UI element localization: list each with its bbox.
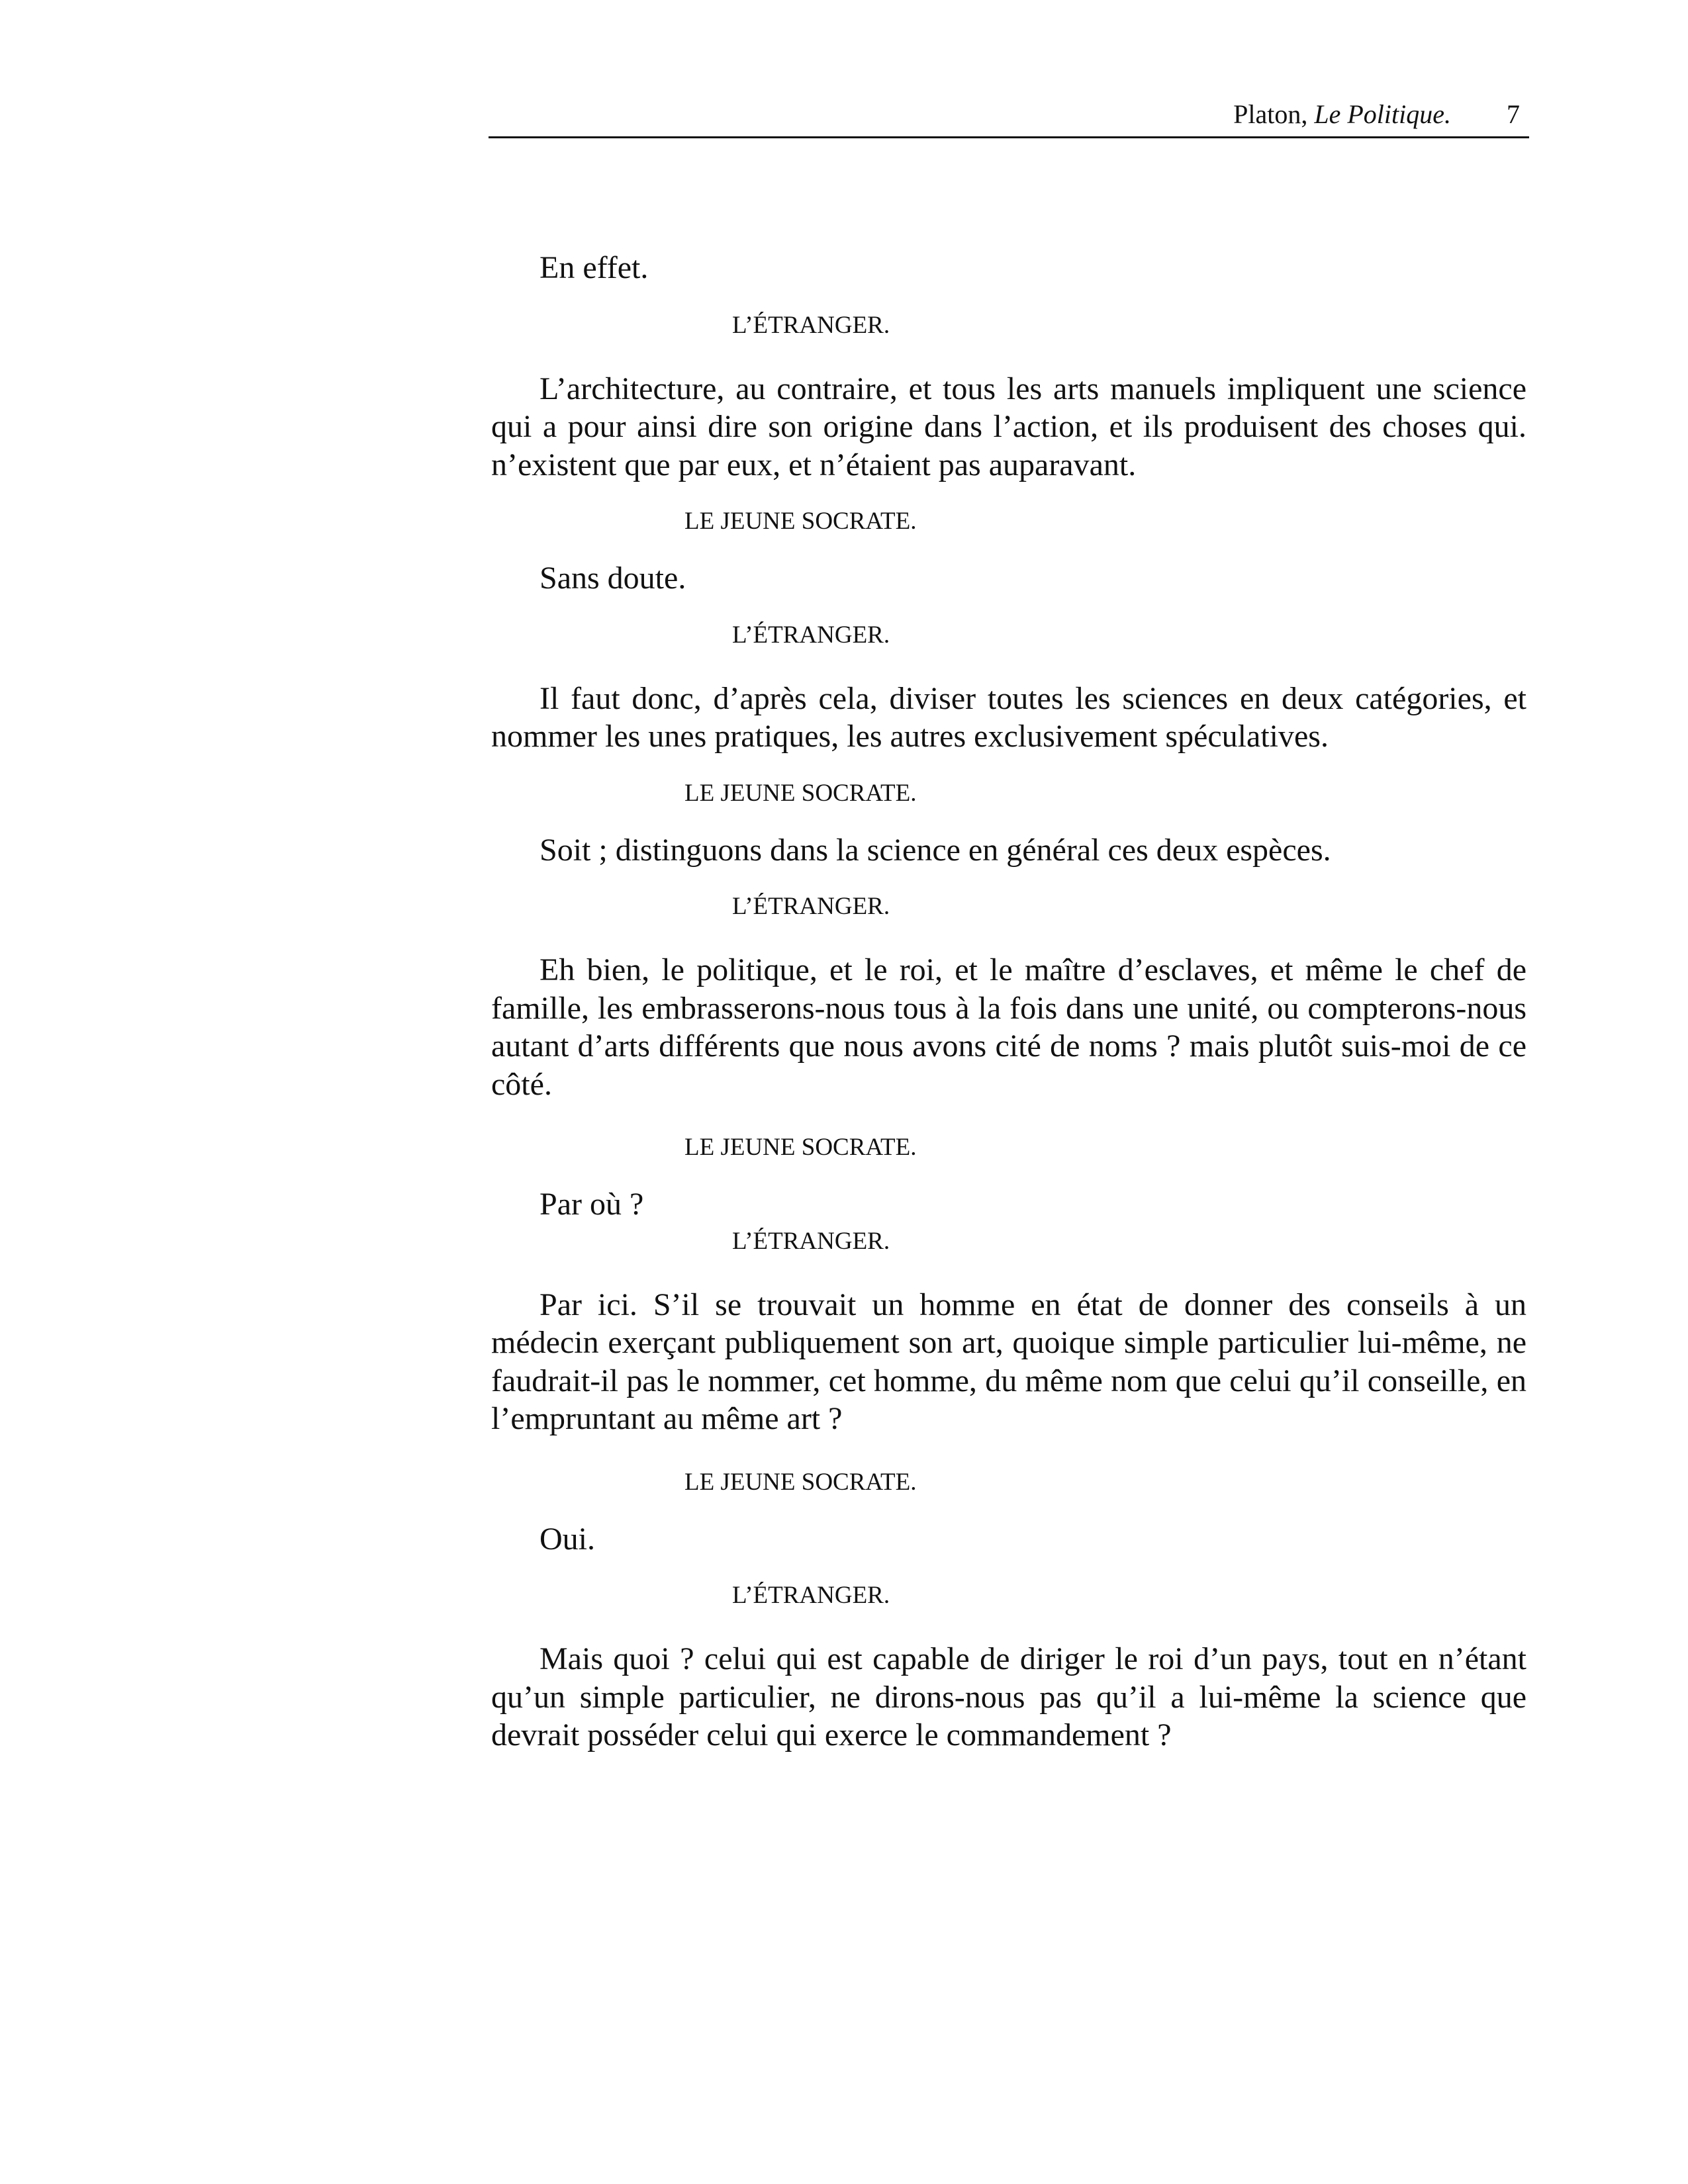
header-work-title: Le Politique. <box>1314 99 1451 129</box>
running-header <box>489 97 1529 138</box>
paragraph: Soit ; distinguons dans la science en général ces deux espèces. <box>539 832 1331 868</box>
speaker-label: L’ÉTRANGER. <box>732 1227 890 1255</box>
paragraph: Eh bien, le politique, et le roi, et le maître d’esclaves, et même le chef de famille, les embrasserons-nous tous à la fois dans une unité, ou compterons-nous autant d’arts différents que nous avons cité de noms ? mais plutôt suis-moi de ce côté. <box>491 952 1526 1102</box>
paragraph: Par ici. S’il se trouvait un homme en état de donner des conseils à un médecin exerçant publiquement son art, quoique simple particulier lui-même, ne faudrait-il pas le nommer, cet homme, du même nom que celui qu’il conseille, en l’empruntant au même art ? <box>491 1287 1526 1436</box>
paragraph: Oui. <box>539 1521 595 1557</box>
speaker-label: L’ÉTRANGER. <box>732 621 890 649</box>
speaker-label: LE JEUNE SOCRATE. <box>684 508 917 535</box>
paragraph: En effet. <box>539 250 649 285</box>
speaker-label: LE JEUNE SOCRATE. <box>684 1468 917 1496</box>
speaker-label: LE JEUNE SOCRATE. <box>684 1134 917 1161</box>
header-author: Platon, <box>1233 99 1315 129</box>
speaker-label: L’ÉTRANGER. <box>732 311 890 339</box>
speaker-label: L’ÉTRANGER. <box>732 893 890 920</box>
paragraph: L’architecture, au contraire, et tous les arts manuels impliquent une science qui a pour ainsi dire son origine dans l’action, et ils produisent des choses qui. n’existent que par eux, et n’étaient pas auparavant. <box>491 371 1526 482</box>
speaker-label: LE JEUNE SOCRATE. <box>684 779 917 807</box>
paragraph: Mais quoi ? celui qui est capable de diriger le roi d’un pays, tout en n’étant qu’un simple particulier, ne dirons-nous pas qu’il a lui-même la science que devrait posséder celui qui exerce le commandement ? <box>491 1641 1526 1752</box>
page-number: 7 <box>1507 99 1520 129</box>
paragraph: Sans doute. <box>539 561 686 596</box>
paragraph: Il faut donc, d’après cela, diviser toutes les sciences en deux catégories, et nommer les unes pratiques, les autres exclusivement spéculatives. <box>491 680 1526 754</box>
header-title <box>1233 97 1451 132</box>
speaker-label: L’ÉTRANGER. <box>732 1582 890 1609</box>
dialogue-text <box>491 249 1526 1754</box>
paragraph: Par où ? <box>539 1187 644 1222</box>
